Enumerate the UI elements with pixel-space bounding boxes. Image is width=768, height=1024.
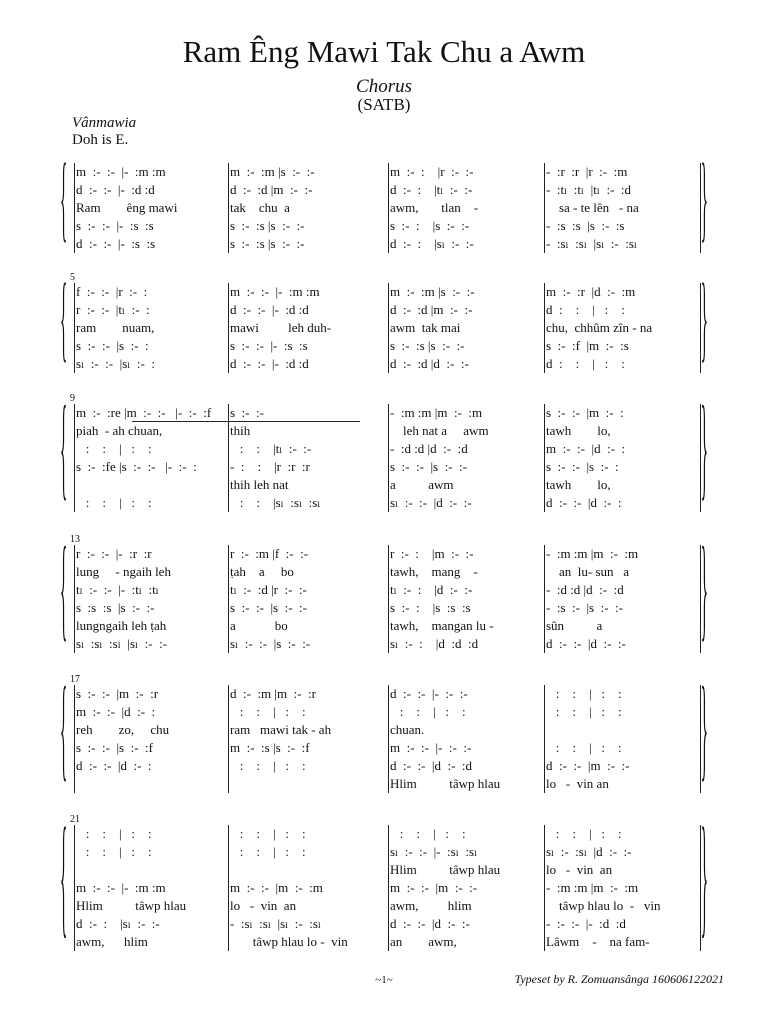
measure-cell: s :- :- |m :- :r bbox=[76, 686, 159, 701]
measure-cell: d :- : |sₗ :- :- bbox=[76, 916, 160, 931]
notation-row bbox=[74, 861, 704, 879]
notation-row bbox=[74, 199, 704, 217]
measure-cell: tawh, mang - bbox=[390, 564, 478, 579]
music-system bbox=[60, 673, 708, 797]
measure-cell: - :m :m |m :- :m bbox=[546, 546, 639, 561]
measure-cell: - : : |r :r :r bbox=[230, 459, 310, 474]
measure-cell: d :- :- |d :- :- bbox=[390, 916, 470, 931]
measure-cell: - :d :d |d :- :d bbox=[390, 441, 468, 456]
music-system bbox=[60, 812, 708, 956]
measure-cell: - :s :- |s :- :- bbox=[546, 600, 623, 615]
measure-cell: s :- :f |m :- :s bbox=[546, 338, 629, 353]
measure-number: 21 bbox=[70, 814, 80, 825]
measure-cell: m :- :m |s :- :- bbox=[390, 284, 475, 299]
measure-cell: awm tak mai bbox=[390, 320, 461, 335]
measure-cell: r :- :- |tₗ :- : bbox=[76, 302, 150, 317]
measure-cell: chu, chhûm zîn - na bbox=[546, 320, 653, 335]
measure-cell: Hlim tâwp hlau bbox=[76, 898, 187, 913]
notation-row bbox=[74, 494, 704, 512]
measure-cell: s :- :- |s :- : bbox=[546, 459, 619, 474]
measure-cell: - :tₗ :tₗ |tₗ :- :d bbox=[546, 182, 632, 197]
music-system bbox=[60, 152, 708, 256]
measure-cell: an lu- sun a bbox=[546, 564, 630, 579]
measure-cell: s :- :- |m :- : bbox=[546, 405, 624, 420]
notation-row bbox=[74, 757, 704, 775]
measure-cell: f :- :- |r :- : bbox=[76, 284, 148, 299]
measure-cell: : : | : : bbox=[76, 495, 152, 510]
notation-row bbox=[74, 879, 704, 897]
music-system bbox=[60, 272, 708, 376]
measure-cell: : : |tₗ :- :- bbox=[230, 441, 312, 456]
voicing-label: (SATB) bbox=[357, 95, 411, 114]
measure-cell: d :- :- |- :d :d bbox=[230, 356, 309, 371]
notation-row bbox=[74, 440, 704, 458]
measure-cell: r :- :- |- :r :r bbox=[76, 546, 152, 561]
notation-row bbox=[74, 283, 704, 301]
right-brace: } bbox=[700, 533, 708, 657]
measure-cell: m :- :- |- :m :m bbox=[230, 284, 320, 299]
notation-row bbox=[74, 897, 704, 915]
measure-cell: thih bbox=[230, 423, 251, 438]
notation-row bbox=[74, 235, 704, 253]
measure-cell: tawh, mangan lu - bbox=[390, 618, 494, 633]
measure-cell: ṭah a bo bbox=[230, 564, 294, 579]
right-brace: } bbox=[700, 812, 708, 956]
key-signature: Doh is E. bbox=[72, 132, 129, 148]
measure-cell: d :- : |sₗ :- :- bbox=[390, 236, 474, 251]
measure-cell: s :- :- |s :- :- bbox=[390, 459, 467, 474]
measure-cell: reh zo, chu bbox=[76, 722, 170, 737]
measure-number: 5 bbox=[70, 272, 75, 283]
measure-number: 13 bbox=[70, 534, 80, 545]
notation-row bbox=[74, 337, 704, 355]
right-brace: } bbox=[700, 392, 708, 516]
measure-cell: s :- :- |s :- :- bbox=[230, 600, 307, 615]
measure-cell: r :- :m |f :- :- bbox=[230, 546, 309, 561]
measure-number: 17 bbox=[70, 674, 80, 685]
measure-cell: - :sₗ :sₗ |sₗ :- :sₗ bbox=[230, 916, 322, 931]
measure-cell: : : | : : bbox=[230, 844, 306, 859]
right-brace: } bbox=[700, 272, 708, 376]
measure-cell: sa - te lên - na bbox=[546, 200, 639, 215]
measure-cell: : : | : : bbox=[76, 826, 152, 841]
measure-cell: : : | : : bbox=[230, 758, 306, 773]
measure-cell: a bo bbox=[230, 618, 288, 633]
measure-cell: m :- :- |- :- :- bbox=[390, 740, 472, 755]
measure-cell: m :- :re |m :- :- |- :- :f bbox=[76, 405, 212, 420]
measure-cell: : : | : : bbox=[390, 826, 466, 841]
notation-row bbox=[74, 301, 704, 319]
measure-cell: lo - vin an bbox=[230, 898, 297, 913]
measure-cell: sₗ :sₗ :sₗ |sₗ :- :- bbox=[76, 636, 168, 651]
measure-cell: sₗ :- : |d :d :d bbox=[390, 636, 479, 651]
measure-cell: piah - ah chuan, bbox=[76, 423, 163, 438]
measure-cell: a awm bbox=[390, 477, 454, 492]
measure-cell: d :- :- |d :- : bbox=[546, 495, 622, 510]
page-number: ~1~ bbox=[375, 974, 393, 986]
measure-cell: : : | : : bbox=[76, 441, 152, 456]
measure-cell: s :- :- bbox=[230, 405, 264, 420]
measure-cell: s :- :s |s :- :- bbox=[390, 338, 465, 353]
measure-cell: m :- :- |- :m :m bbox=[76, 164, 166, 179]
notation-row bbox=[74, 581, 704, 599]
measure-cell: Hlim tâwp hlau bbox=[390, 776, 501, 791]
measure-cell: d :- :d |m :- :- bbox=[230, 182, 313, 197]
notation-row bbox=[74, 545, 704, 563]
measure-cell: tak chu a bbox=[230, 200, 290, 215]
measure-cell: s :- :fe |s :- :- |- :- : bbox=[76, 459, 197, 474]
right-brace: } bbox=[700, 152, 708, 256]
measure-cell: an awm, bbox=[390, 934, 457, 949]
measure-cell: tâwp hlau lo - vin bbox=[230, 934, 348, 949]
measure-cell: - :r :r |r :- :m bbox=[546, 164, 628, 179]
song-subtitle: Chorus bbox=[356, 76, 412, 97]
measure-cell: d : : | : : bbox=[546, 302, 625, 317]
measure-cell: m :- :- |m :- :- bbox=[390, 880, 478, 895]
measure-cell: s :- : |s :s :s bbox=[390, 600, 471, 615]
measure-cell: - :m :m |m :- :m bbox=[546, 880, 639, 895]
notation-row bbox=[74, 458, 704, 476]
measure-cell: sûn a bbox=[546, 618, 603, 633]
measure-cell: : : | : : bbox=[76, 844, 152, 859]
measure-cell: ram nuam, bbox=[76, 320, 155, 335]
measure-cell: d :- : |tₗ :- :- bbox=[390, 182, 473, 197]
measure-cell: awm, hlim bbox=[76, 934, 148, 949]
measure-cell: s :s :s |s :- :- bbox=[76, 600, 155, 615]
measure-cell: lo - vin an bbox=[546, 862, 613, 877]
notation-row bbox=[74, 933, 704, 951]
measure-cell: lungngaih leh ṭah bbox=[76, 618, 167, 633]
measure-cell: m :- : |r :- :- bbox=[390, 164, 474, 179]
measure-cell: : : | : : bbox=[546, 704, 622, 719]
left-brace: { bbox=[60, 152, 68, 256]
notation-row bbox=[74, 163, 704, 181]
music-system bbox=[60, 533, 708, 657]
measure-cell: s :- :- |- :s :s bbox=[230, 338, 308, 353]
measure-cell: sₗ :- :- |- :sₗ :sₗ bbox=[390, 844, 478, 859]
measure-cell: m :- :r |d :- :m bbox=[546, 284, 636, 299]
measure-cell: sₗ :- :- |d :- :- bbox=[390, 495, 472, 510]
measure-cell: leh nat a awm bbox=[390, 423, 489, 438]
measure-cell: sₗ :- :- |sₗ :- : bbox=[76, 356, 155, 371]
notation-row bbox=[74, 355, 704, 373]
notation-row bbox=[74, 915, 704, 933]
notation-row bbox=[74, 775, 704, 793]
measure-cell: m :- :- |d :- : bbox=[76, 704, 156, 719]
measure-cell: tawh lo, bbox=[546, 477, 611, 492]
measure-cell: s :- :s |s :- :- bbox=[230, 236, 305, 251]
measure-cell: s :- : |s :- :- bbox=[390, 218, 470, 233]
measure-cell: : : | : : bbox=[230, 704, 306, 719]
left-brace: { bbox=[60, 272, 68, 376]
notation-row bbox=[74, 319, 704, 337]
measure-cell: tₗ :- : |d :- :- bbox=[390, 582, 473, 597]
measure-cell: tₗ :- :d |r :- :- bbox=[230, 582, 307, 597]
measure-cell: : : | : : bbox=[546, 686, 622, 701]
measure-cell: r :- : |m :- :- bbox=[390, 546, 474, 561]
measure-cell: chuan. bbox=[390, 722, 425, 737]
measure-cell: awm, hlim bbox=[390, 898, 472, 913]
measure-cell: d :- :- |- :d :d bbox=[76, 182, 155, 197]
measure-cell: - :s :s |s :- :s bbox=[546, 218, 625, 233]
measure-cell: Lâwm - na fam- bbox=[546, 934, 650, 949]
measure-cell: d :- :- |- :- :- bbox=[390, 686, 468, 701]
measure-cell: m :- :- |d :- : bbox=[546, 441, 626, 456]
measure-cell: mawi leh duh- bbox=[230, 320, 332, 335]
notation-row bbox=[74, 181, 704, 199]
measure-cell: : : | : : bbox=[230, 826, 306, 841]
notation-row bbox=[74, 476, 704, 494]
measure-cell: d :- :- |d :- :d bbox=[390, 758, 473, 773]
measure-cell: thih leh nat bbox=[230, 477, 289, 492]
music-system bbox=[60, 392, 708, 516]
notation-row bbox=[74, 843, 704, 861]
left-brace: { bbox=[60, 673, 68, 797]
measure-cell: d :- :d |d :- :- bbox=[390, 356, 469, 371]
notation-row bbox=[74, 563, 704, 581]
measure-cell: - :d :d |d :- :d bbox=[546, 582, 624, 597]
tie-line bbox=[132, 421, 360, 422]
notation-row bbox=[74, 739, 704, 757]
measure-cell: s :- :- |s :- : bbox=[76, 338, 149, 353]
measure-cell: - :m :m |m :- :m bbox=[390, 405, 483, 420]
measure-number: 9 bbox=[70, 393, 75, 404]
right-brace: } bbox=[700, 673, 708, 797]
measure-cell: d :- :m |m :- :r bbox=[230, 686, 317, 701]
notation-row bbox=[74, 617, 704, 635]
measure-cell: tₗ :- :- |- :tₗ :tₗ bbox=[76, 582, 159, 597]
measure-cell: sₗ :- :sₗ |d :- :- bbox=[546, 844, 632, 859]
notation-row bbox=[74, 404, 704, 422]
notation-row bbox=[74, 217, 704, 235]
measure-cell: - :sₗ :sₗ |sₗ :- :sₗ bbox=[546, 236, 638, 251]
measure-cell: m :- :m |s :- :- bbox=[230, 164, 315, 179]
measure-cell: : : |sₗ :sₗ :sₗ bbox=[230, 495, 321, 510]
measure-cell: m :- :s |s :- :f bbox=[230, 740, 310, 755]
measure-cell: d :- :d |m :- :- bbox=[390, 302, 473, 317]
left-brace: { bbox=[60, 812, 68, 956]
song-title: Ram Êng Mawi Tak Chu a Awm bbox=[182, 34, 586, 69]
notation-row bbox=[74, 685, 704, 703]
measure-cell: sₗ :- :- |s :- :- bbox=[230, 636, 311, 651]
measure-cell: d :- :- |- :d :d bbox=[230, 302, 309, 317]
notation-row bbox=[74, 599, 704, 617]
measure-cell: : : | : : bbox=[546, 740, 622, 755]
measure-cell: : : | : : bbox=[546, 826, 622, 841]
notation-row bbox=[74, 703, 704, 721]
notation-row bbox=[74, 825, 704, 843]
measure-cell: lo - vin an bbox=[546, 776, 609, 791]
notation-row bbox=[74, 422, 704, 440]
typeset-credit: Typeset by R. Zomuansânga 160606122021 bbox=[514, 972, 724, 986]
measure-cell: Ram êng mawi bbox=[76, 200, 178, 215]
measure-cell: d :- :- |d :- : bbox=[76, 758, 152, 773]
left-brace: { bbox=[60, 392, 68, 516]
measure-cell: awm, tlan - bbox=[390, 200, 479, 215]
measure-cell: d : : | : : bbox=[546, 356, 625, 371]
measure-cell: m :- :- |m :- :m bbox=[230, 880, 323, 895]
notation-row bbox=[74, 721, 704, 739]
measure-cell: lung - ngaih leh bbox=[76, 564, 171, 579]
measure-cell: d :- :- |d :- :- bbox=[546, 636, 626, 651]
notation-row bbox=[74, 635, 704, 653]
measure-cell: - :- :- |- :d :d bbox=[546, 916, 626, 931]
measure-cell: Hlim tâwp hlau bbox=[390, 862, 501, 877]
measure-cell: s :- :- |s :- :f bbox=[76, 740, 153, 755]
measure-cell: s :- :s |s :- :- bbox=[230, 218, 305, 233]
measure-cell: : : | : : bbox=[390, 704, 466, 719]
left-brace: { bbox=[60, 533, 68, 657]
composer-name: Vânmawia bbox=[72, 115, 137, 131]
measure-cell: m :- :- |- :m :m bbox=[76, 880, 166, 895]
measure-cell: d :- :- |- :s :s bbox=[76, 236, 156, 251]
measure-cell: d :- :- |m :- :- bbox=[546, 758, 630, 773]
measure-cell: s :- :- |- :s :s bbox=[76, 218, 154, 233]
measure-cell: ram mawi tak - ah bbox=[230, 722, 332, 737]
measure-cell: tawh lo, bbox=[546, 423, 611, 438]
measure-cell: tâwp hlau lo - vin bbox=[546, 898, 661, 913]
